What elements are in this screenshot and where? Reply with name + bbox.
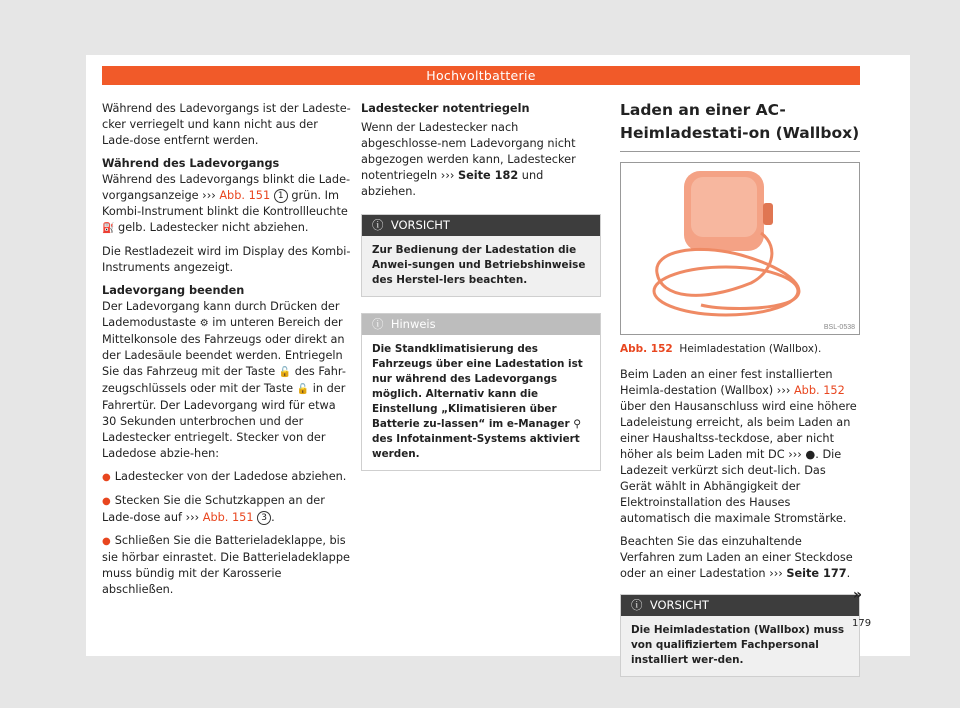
charge-mode-icon: ⚙ bbox=[199, 318, 209, 329]
figure-link[interactable]: Abb. 151 bbox=[219, 189, 271, 202]
warning-icon: ● bbox=[805, 448, 816, 461]
heading-unlock-plug: Ladestecker notentriegeln bbox=[361, 102, 530, 115]
list-item: ● Ladestecker von der Ladedose abziehen. bbox=[102, 470, 347, 483]
bullet-icon: ● bbox=[102, 536, 111, 547]
unlock-icon: 🔓 bbox=[296, 384, 310, 395]
paragraph: Die Restladezeit wird im Display des Kombi-Instruments angezeigt. bbox=[102, 245, 351, 274]
list-item: ● Stecken Sie die Schutzkappen an der Lade-dose auf ››› Abb. 151 3 . bbox=[102, 494, 325, 524]
paragraph: Beim Laden an einer fest installierten Heimla-destation (Wallbox) ››› Abb. 152 über den Hausanschluss wird eine höhere Ladeleistung erreicht, als beim Laden an einer Haushaltss-teckdose, aber nicht höher als beim Laden mit DC ››› ●. Die Ladezeit verkürzt sich deut-lich. Das Gerät wählt in Abhängigkeit der Elektroinstallation des Hauses automatisch die maximale Stromstärke. bbox=[620, 368, 857, 525]
note-text: Die Standklimatisierung des Fahrzeugs über eine Ladestation ist nur während des Ladevorgangs möglich. Alternativ kann die Einstellung „Klimatisieren über Batterie zu-lassen“ im e-Manager ⚲ des Infotainment-Systems aktiviert werden. bbox=[362, 335, 600, 470]
charging-warning-icon: ⛽ bbox=[102, 223, 115, 234]
list-item: ● Schließen Sie die Batterieladeklappe, bis sie hörbar einrastet. Die Batterieladeklappe muss bündig mit der Karosserie abschließen. bbox=[102, 534, 350, 596]
wallbox-figure bbox=[620, 162, 860, 335]
chapter-title: Laden an einer AC-Heimladestati-on (Wallbox) bbox=[620, 101, 860, 142]
wallbox-illustration bbox=[621, 163, 859, 334]
page-link[interactable]: Seite 177 bbox=[786, 567, 847, 580]
caution-header: ⓘ VORSICHT bbox=[621, 595, 859, 616]
figure-link[interactable]: Abb. 151 bbox=[202, 511, 254, 524]
callout-number: 1 bbox=[274, 189, 288, 203]
section-header: Hochvoltbatterie bbox=[102, 66, 860, 85]
caution-box bbox=[361, 214, 601, 297]
caution-box bbox=[620, 594, 860, 677]
caution-text: Zur Bedienung der Ladestation die Anwei-sungen und Betriebshinweise des Herstel-lers beachten. bbox=[362, 236, 600, 296]
paragraph: Während des Ladevorgangs blinkt die Lade-vorgangsanzeige ››› Abb. 151 1 grün. Im Kombi-Instrument blinkt die Kontrollleuchte ⛽ gelb. Ladestecker nicht abziehen. bbox=[102, 172, 352, 237]
e-manager-icon: ⚲ bbox=[573, 418, 581, 430]
bullet-icon: ● bbox=[102, 496, 111, 507]
caution-icon: ⓘ bbox=[631, 598, 650, 612]
caution-header: ⓘ VORSICHT bbox=[362, 215, 600, 236]
heading-during-charging: Während des Ladevorgangs bbox=[102, 157, 280, 170]
page-number: 179 bbox=[852, 618, 872, 629]
callout-number: 3 bbox=[257, 511, 271, 525]
figure-caption: Abb. 152 Heimladestation (Wallbox). bbox=[620, 343, 822, 355]
unlock-icon: 🔓 bbox=[278, 367, 292, 378]
continue-marker: » bbox=[853, 587, 863, 603]
figure-link[interactable]: Abb. 152 bbox=[793, 384, 845, 397]
caution-text: Die Heimladestation (Wallbox) muss von qualifiziertem Fachpersonal installiert wer-den. bbox=[621, 616, 859, 676]
paragraph: Während des Ladevorgangs ist der Ladeste-cker verriegelt und kann nicht aus der Lade-dose entfernt werden. bbox=[102, 102, 351, 147]
note-box bbox=[361, 313, 601, 471]
figure-code: BSL-0538 bbox=[823, 324, 855, 331]
note-header: ⓘ Hinweis bbox=[362, 314, 600, 335]
paragraph: Beachten Sie das einzuhaltende Verfahren zum Laden an einer Steckdose oder an einer Ladestation ››› Seite 177. bbox=[620, 535, 853, 580]
page-link[interactable]: Seite 182 bbox=[457, 169, 519, 182]
caution-icon: ⓘ bbox=[372, 218, 391, 232]
paragraph: Der Ladevorgang kann durch Drücken der Lademodustaste ⚙ im unteren Bereich der Mittelkonsole des Fahrzeugs oder direkt an der Ladesäule beendet werden. Entriegeln Sie das Fahrzeug mit der Taste 🔓 des Fahr-zeugschlüssels oder mit der Taste 🔓 in der Fahrertür. Der Ladevorgang wird für etwa 30 Sekunden unterbrochen und der Ladestecker entriegelt. Stecker von der Ladedose abzie-hen: bbox=[102, 300, 346, 460]
column-1 bbox=[102, 101, 352, 605]
column-2 bbox=[361, 101, 601, 479]
info-icon: ⓘ bbox=[372, 317, 391, 331]
heading-end-charging: Ladevorgang beenden bbox=[102, 284, 245, 297]
paragraph: Wenn der Ladestecker nach abgeschlosse-nem Ladevorgang nicht abgezogen werden kann, Ladestecker notentriegeln ››› Seite 182 und abziehen. bbox=[361, 121, 576, 198]
bullet-icon: ● bbox=[102, 472, 111, 483]
